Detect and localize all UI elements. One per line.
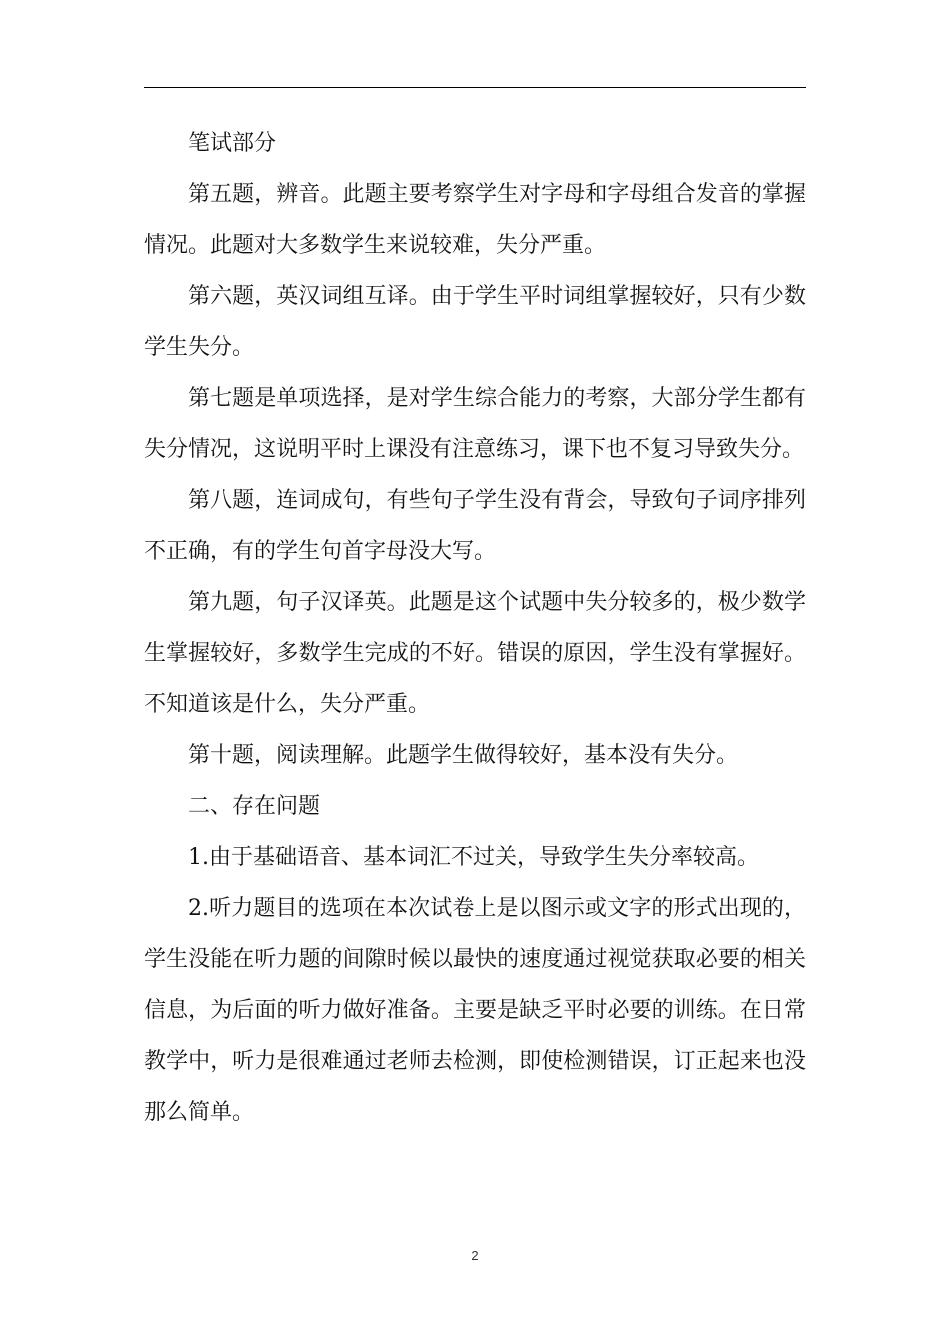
paragraph-question-8: 第八题，连词成句，有些句子学生没有背会，导致句子词序排列不正确，有的学生句首字母没大写。 [144,488,806,564]
paragraph-question-6: 第六题，英汉词组互译。由于学生平时词组掌握较好，只有少数学生失分。 [144,284,806,360]
paragraph-question-7: 第七题是单项选择，是对学生综合能力的考察，大部分学生都有失分情况，这说明平时上课没有注意练习，课下也不复习导致失分。 [144,386,806,462]
header-rule [144,87,806,88]
section-heading-problems: 二、存在问题 [188,794,321,819]
section-heading-written: 笔试部分 [188,131,277,156]
paragraph-question-9: 第九题，句子汉译英。此题是这个试题中失分较多的，极少数学生掌握较好，多数学生完成的不好。错误的原因，学生没有掌握好。不知道该是什么，失分严重。 [144,590,806,717]
problem-item-1: 1.由于基础语音、基本词汇不过关，导致学生失分率较高。 [188,845,759,870]
paragraph-question-10: 第十题，阅读理解。此题学生做得较好，基本没有失分。 [188,743,739,768]
document-body [144,118,806,1138]
problem-item-2: 2.听力题目的选项在本次试卷上是以图示或文字的形式出现的，学生没能在听力题的间隙时候以最快的速度通过视觉获取必要的相关信息，为后面的听力做好准备。主要是缺乏平时必要的训练。在日常教学中，听力是很难通过老师去检测，即使检测错误，订正起来也没那么简单。 [144,896,806,1125]
paragraph-question-5: 第五题，辨音。此题主要考察学生对字母和字母组合发音的掌握情况。此题对大多数学生来说较难，失分严重。 [144,182,806,258]
page-number: 2 [471,1248,479,1263]
